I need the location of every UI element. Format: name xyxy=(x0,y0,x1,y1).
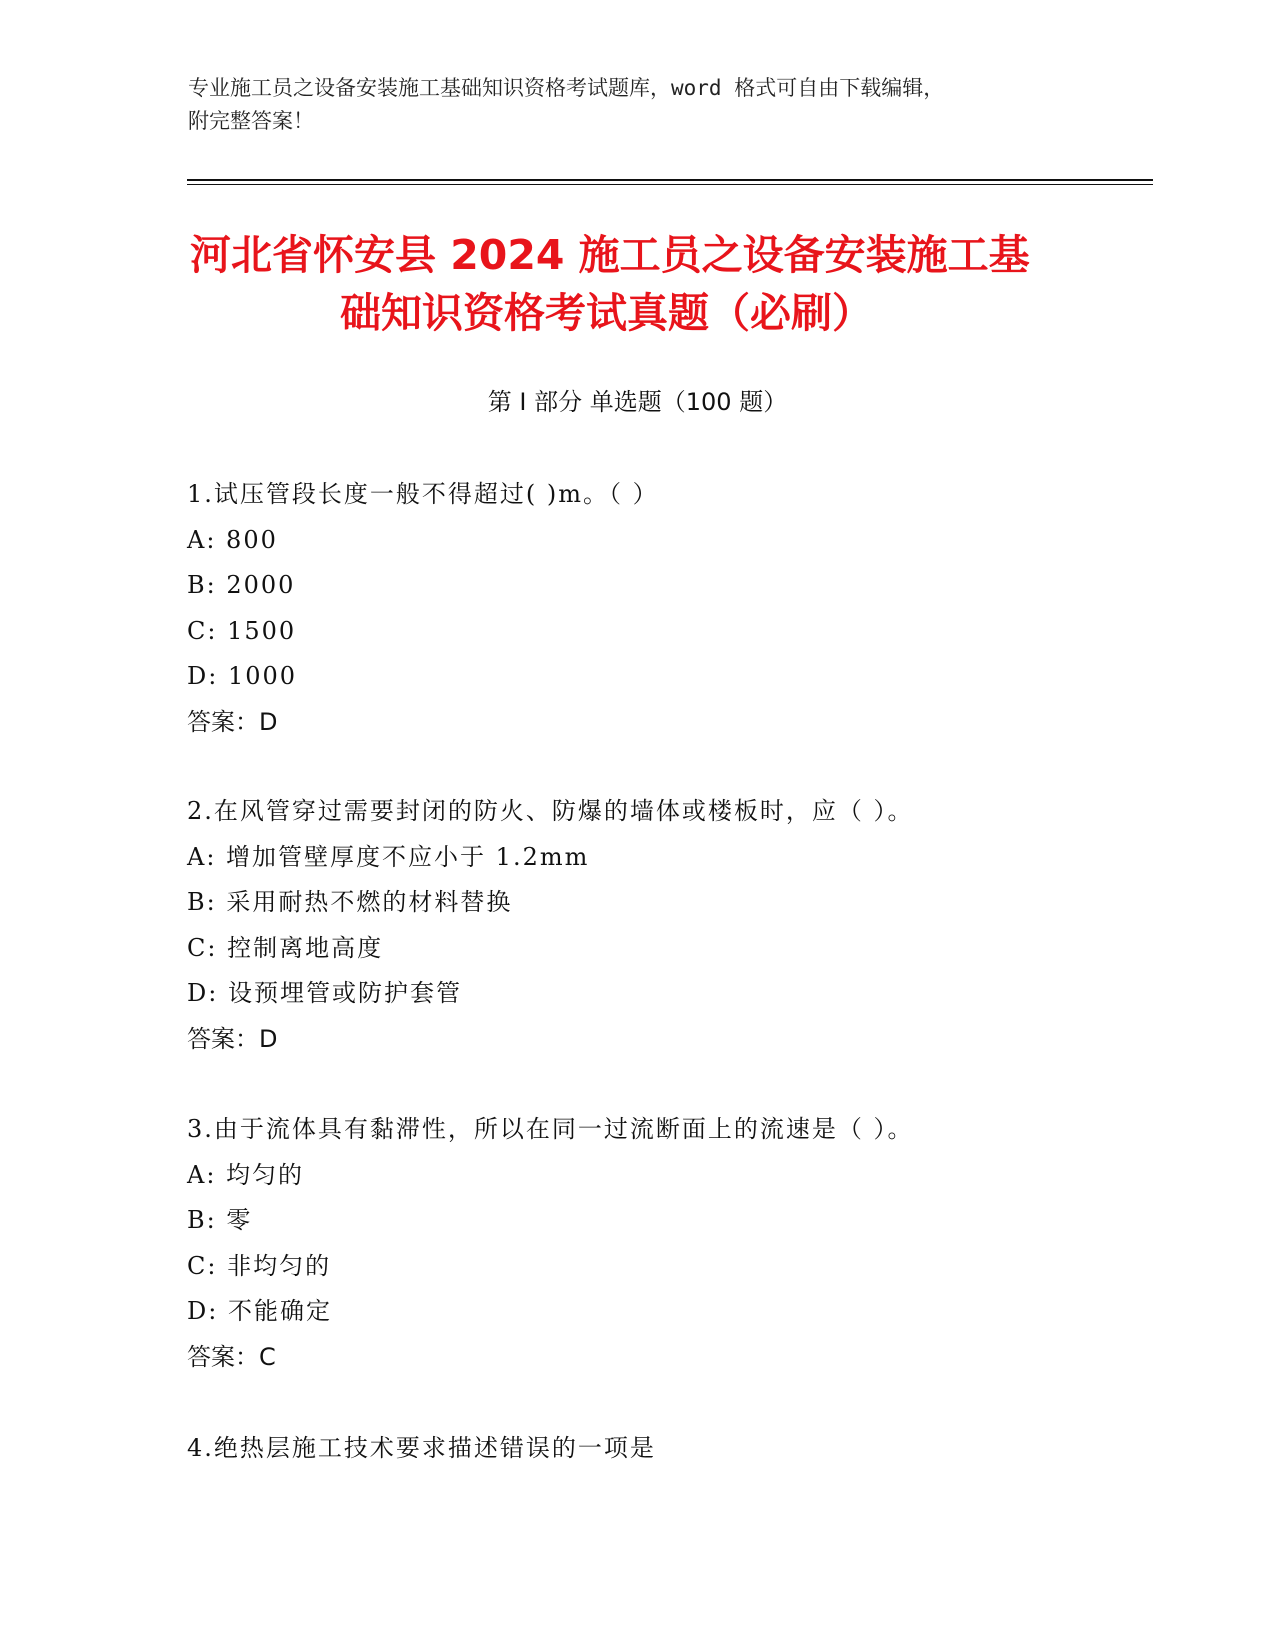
option-b: B: 采用耐热不燃的材料替换 xyxy=(187,888,513,916)
question-1 xyxy=(187,472,1187,745)
answer: 答案：D xyxy=(187,707,278,736)
option-b: B: 零 xyxy=(187,1206,253,1234)
question-3 xyxy=(187,1107,1187,1380)
document-header-note xyxy=(188,72,1068,138)
option-c: C: 非均匀的 xyxy=(187,1251,332,1280)
option-a: A: 800 xyxy=(187,525,278,554)
section-heading: 第 I 部分 单选题（100 题） xyxy=(487,388,788,416)
header-divider-thick xyxy=(187,179,1153,181)
option-b: B: 2000 xyxy=(187,571,296,599)
header-divider-thin xyxy=(187,184,1153,185)
option-a: A: 增加管壁厚度不应小于 1.2mm xyxy=(187,842,590,871)
question-2 xyxy=(187,789,1187,1062)
question-stem: 4.绝热层施工技术要求描述错误的一项是 xyxy=(187,1434,656,1462)
document-title-line-1: 河北省怀安县 2024 施工员之设备安装施工基 xyxy=(190,231,1030,279)
option-c: C: 控制离地高度 xyxy=(187,933,384,962)
option-c: C: 1500 xyxy=(187,616,297,645)
header-note-line-2: 附完整答案！ xyxy=(188,109,314,133)
answer: 答案：C xyxy=(187,1342,276,1371)
option-a: A: 均匀的 xyxy=(187,1160,305,1189)
document-title xyxy=(190,226,1090,342)
question-4 xyxy=(187,1426,1187,1472)
option-d: D: 不能确定 xyxy=(187,1297,332,1325)
question-stem: 2.在风管穿过需要封闭的防火、防爆的墙体或楼板时，应（ ）。 xyxy=(187,797,914,825)
answer: 答案：D xyxy=(187,1024,278,1053)
option-d: D: 设预埋管或防护套管 xyxy=(187,979,462,1007)
question-stem: 3.由于流体具有黏滞性，所以在同一过流断面上的流速是（ ）。 xyxy=(187,1115,914,1143)
question-stem: 1.试压管段长度一般不得超过( )m。（ ） xyxy=(187,480,659,508)
document-title-line-2: 础知识资格考试真题（必刷） xyxy=(340,289,873,337)
header-note-line-1: 专业施工员之设备安装施工基础知识资格考试题库，word 格式可自由下载编辑， xyxy=(188,76,945,100)
option-d: D: 1000 xyxy=(187,662,298,690)
